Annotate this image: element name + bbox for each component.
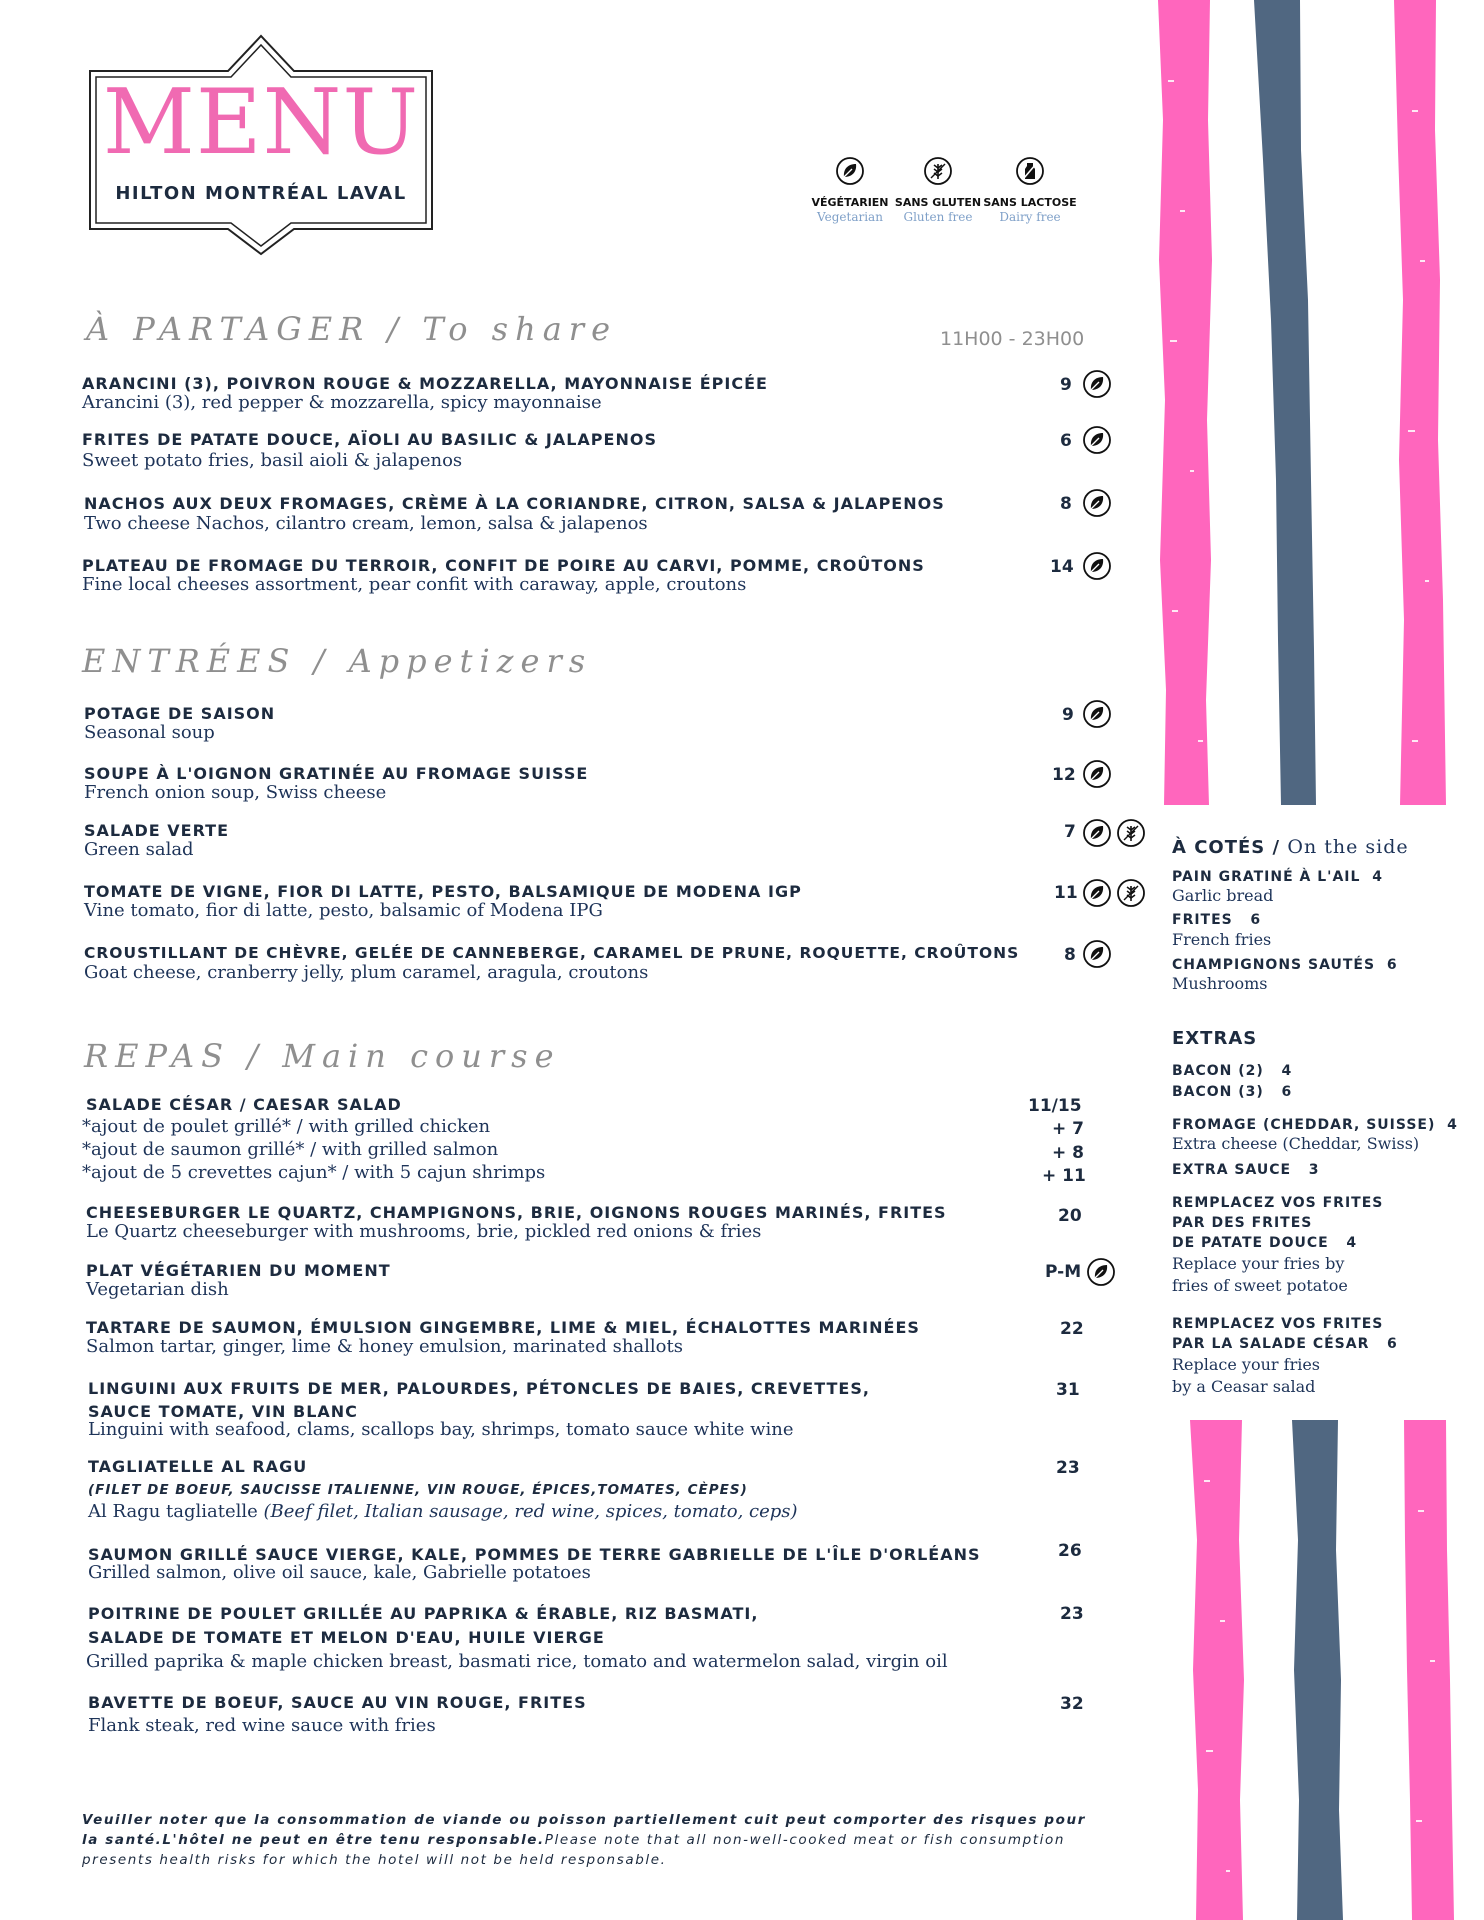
legend-label-en: Gluten free (903, 210, 973, 224)
menu-item-name: BAVETTE DE BOEUF, SAUCE AU VIN ROUGE, FRITES (88, 1693, 587, 1712)
section-title-share: À PARTAGER / To share (86, 310, 617, 348)
menu-item-description: Flank steak, red wine sauce with fries (88, 1715, 436, 1736)
menu-item-name: POTAGE DE SAISON (84, 704, 276, 723)
menu-item-price: 22 (1060, 1319, 1084, 1339)
menu-item-name: SAUMON GRILLÉ SAUCE VIERGE, KALE, POMMES DE TERRE GABRIELLE DE L'ÎLE D'ORLÉANS (88, 1545, 981, 1564)
decorative-stripes-bottom (1150, 1420, 1484, 1920)
extra-item-label: BACON (2) (1172, 1063, 1264, 1079)
menu-item-name: PLAT VÉGÉTARIEN DU MOMENT (86, 1261, 391, 1280)
extra-item-price: 6 (1281, 1084, 1293, 1100)
menu-item-description-details: (Beef filet, Italian sausage, red wine, spices, tomato, ceps) (263, 1501, 798, 1522)
menu-item-details: (FILET DE BOEUF, SAUCISSE ITALIENNE, VIN ROUGE, ÉPICES,TOMATES, CÈPES) (88, 1482, 748, 1498)
side-item-price: 4 (1372, 869, 1383, 885)
vegetarian-icon (1082, 878, 1112, 908)
menu-item-description: Goat cheese, cranberry jelly, plum caramel, aragula, croutons (84, 962, 649, 983)
menu-item-description: Arancini (3), red pepper & mozzarella, spicy mayonnaise (82, 392, 602, 413)
legend-label-fr: SANS LACTOSE (983, 196, 1077, 209)
side-item-label: FRITES (1172, 912, 1233, 928)
sides-title (1172, 836, 1409, 858)
side-item-label: CHAMPIGNONS SAUTÉS (1172, 957, 1376, 973)
section-title-mains: REPAS / Main course (84, 1037, 561, 1075)
menu-item-description: Sweet potato fries, basil aioli & jalapenos (82, 450, 463, 471)
menu-item-price: 9 (1062, 705, 1074, 725)
extra-item-price: 4 (1281, 1063, 1293, 1079)
extra-item-description: Replace your fries by (1172, 1254, 1345, 1273)
legend-label-en: Vegetarian (817, 210, 883, 224)
side-item-description: French fries (1172, 930, 1272, 949)
side-item-label: PAIN GRATINÉ À L'AIL (1172, 869, 1361, 885)
gluten-free-icon (923, 156, 953, 186)
extra-item-description: fries of sweet potatoe (1172, 1276, 1348, 1295)
menu-item-description: Vegetarian dish (86, 1279, 229, 1300)
extra-item-label: EXTRA SAUCE (1172, 1162, 1292, 1178)
disclaimer-en: Please note that all non-well-cooked meat or fish consumption presents health risks for which the hotel will not be held responsable. (82, 1832, 1066, 1868)
logo-title: MENU (102, 70, 420, 175)
side-item-price: 6 (1386, 957, 1398, 973)
menu-item-price: 7 (1064, 822, 1076, 842)
side-item-name (1172, 957, 1398, 973)
menu-item-description: Green salad (84, 839, 194, 860)
menu-item-price: 8 (1060, 494, 1072, 514)
menu-item-price: 11 (1054, 883, 1078, 903)
extra-item-description: Extra cheese (Cheddar, Swiss) (1172, 1134, 1420, 1153)
extra-item-price: 4 (1346, 1235, 1358, 1251)
decorative-stripes-top (1150, 0, 1484, 805)
menu-item-description: Le Quartz cheeseburger with mushrooms, brie, pickled red onions & fries (86, 1221, 762, 1242)
menu-item-price: 23 (1056, 1458, 1080, 1478)
health-disclaimer (82, 1810, 1092, 1870)
legend-label-fr: VÉGÉTARIEN (811, 196, 889, 209)
menu-item-price: P-M (1045, 1262, 1082, 1282)
menu-item-description-main: Al Ragu tagliatelle (88, 1501, 258, 1522)
extra-item-line: REMPLACEZ VOS FRITES (1172, 1195, 1384, 1211)
dairy-free-icon (1015, 156, 1045, 186)
menu-item-price: 12 (1052, 765, 1076, 785)
menu-item-description (88, 1501, 798, 1522)
sides-title-fr: À COTÉS / (1172, 837, 1281, 858)
extra-item-price: 3 (1308, 1162, 1320, 1178)
menu-item-name: PLATEAU DE FROMAGE DU TERROIR, CONFIT DE POIRE AU CARVI, POMME, CROÛTONS (82, 556, 925, 575)
menu-item-price: 32 (1060, 1694, 1084, 1714)
vegetarian-icon (1082, 488, 1112, 518)
menu-item-price: 14 (1050, 557, 1074, 577)
menu-item-name: ARANCINI (3), POIVRON ROUGE & MOZZARELLA, MAYONNAISE ÉPICÉE (82, 374, 768, 393)
addon-option: *ajout de saumon grillé* / with grilled salmon (82, 1139, 499, 1160)
vegetarian-icon (1086, 1257, 1116, 1287)
side-item-name (1172, 869, 1383, 885)
menu-item-price: 11/15 (1028, 1096, 1082, 1116)
service-hours: 11H00 - 23H00 (940, 328, 1085, 350)
extra-item (1172, 1336, 1398, 1352)
disclaimer-fr: Veuiller noter que la consommation de viande ou poisson partiellement cuit peut comporter des risques pour la santé.L'hôtel ne peut en être tenu responsable. (82, 1812, 1086, 1848)
addon-option: *ajout de 5 crevettes cajun* / with 5 cajun shrimps (82, 1162, 546, 1183)
menu-item-name: POITRINE DE POULET GRILLÉE AU PAPRIKA & ÉRABLE, RIZ BASMATI, (88, 1604, 759, 1623)
legend-vegetarian (800, 156, 900, 224)
gluten-free-icon (1116, 818, 1146, 848)
vegetarian-icon (1082, 425, 1112, 455)
menu-item-name: NACHOS AUX DEUX FROMAGES, CRÈME À LA CORIANDRE, CITRON, SALSA & JALAPENOS (84, 494, 945, 513)
vegetarian-icon (835, 156, 865, 186)
extra-item (1172, 1235, 1357, 1251)
sides-title-en: On the side (1287, 836, 1409, 858)
side-item-description: Mushrooms (1172, 974, 1268, 993)
menu-item-price: 23 (1060, 1604, 1084, 1624)
side-item-description: Garlic bread (1172, 886, 1274, 905)
extra-item-description: Replace your fries (1172, 1355, 1321, 1374)
vegetarian-icon (1082, 939, 1112, 969)
menu-item-description: Grilled paprika & maple chicken breast, basmati rice, tomato and watermelon salad, virgin oil (86, 1651, 948, 1672)
addon-price: + 11 (1042, 1166, 1086, 1186)
extra-item-price: 6 (1387, 1336, 1398, 1352)
addon-price: + 8 (1052, 1143, 1084, 1163)
legend-gluten-free (888, 156, 988, 224)
extra-item-label: DE PATATE DOUCE (1172, 1235, 1329, 1251)
menu-item-name: CHEESEBURGER LE QUARTZ, CHAMPIGNONS, BRIE, OIGNONS ROUGES MARINÉS, FRITES (86, 1203, 947, 1222)
menu-item-description: Grilled salmon, olive oil sauce, kale, Gabrielle potatoes (88, 1562, 591, 1583)
gluten-free-icon (1116, 878, 1146, 908)
addon-option: *ajout de poulet grillé* / with grilled chicken (82, 1116, 491, 1137)
legend-label-en: Dairy free (999, 210, 1061, 224)
side-item-price: 6 (1250, 912, 1262, 928)
addon-price: + 7 (1052, 1119, 1084, 1139)
menu-item-name-continued: SAUCE TOMATE, VIN BLANC (88, 1402, 358, 1421)
menu-item-description: French onion soup, Swiss cheese (84, 782, 387, 803)
vegetarian-icon (1082, 551, 1112, 581)
menu-item-description: Fine local cheeses assortment, pear confit with caraway, apple, croutons (82, 574, 747, 595)
menu-item-name: FRITES DE PATATE DOUCE, AÏOLI AU BASILIC & JALAPENOS (82, 430, 657, 449)
menu-item-price: 26 (1058, 1541, 1082, 1561)
extra-item (1172, 1162, 1319, 1178)
menu-item-price: 31 (1056, 1380, 1080, 1400)
extra-item-line: REMPLACEZ VOS FRITES (1172, 1316, 1384, 1332)
vegetarian-icon (1082, 759, 1112, 789)
legend-dairy-free (980, 156, 1080, 224)
menu-item-price: 20 (1058, 1206, 1082, 1226)
menu-item-name: SOUPE À L'OIGNON GRATINÉE AU FROMAGE SUISSE (84, 764, 589, 783)
section-title-appetizers: ENTRÉES / Appetizers (82, 642, 593, 680)
extra-item-description: by a Ceasar salad (1172, 1377, 1316, 1396)
vegetarian-icon (1082, 369, 1112, 399)
menu-item-description: Linguini with seafood, clams, scallops bay, shrimps, tomato sauce white wine (88, 1419, 794, 1440)
side-item-name (1172, 912, 1261, 928)
menu-item-name-continued: SALADE DE TOMATE ET MELON D'EAU, HUILE VIERGE (88, 1628, 605, 1647)
vegetarian-icon (1082, 818, 1112, 848)
menu-item-name: TOMATE DE VIGNE, FIOR DI LATTE, PESTO, BALSAMIQUE DE MODENA IGP (84, 882, 802, 901)
extra-item-price: 4 (1447, 1117, 1458, 1133)
extras-title: EXTRAS (1172, 1028, 1258, 1049)
menu-item-name: SALADE VERTE (84, 821, 230, 840)
menu-item-price: 8 (1064, 945, 1076, 965)
extra-item-line: PAR DES FRITES (1172, 1215, 1313, 1231)
vegetarian-icon (1082, 699, 1112, 729)
menu-item-name: TARTARE DE SAUMON, ÉMULSION GINGEMBRE, LIME & MIEL, ÉCHALOTTES MARINÉES (86, 1318, 920, 1337)
extra-item (1172, 1063, 1292, 1079)
menu-item-description: Salmon tartar, ginger, lime & honey emulsion, marinated shallots (86, 1336, 683, 1357)
menu-item-name: SALADE CÉSAR / CAESAR SALAD (86, 1095, 402, 1114)
legend-label-fr: SANS GLUTEN (894, 196, 982, 209)
menu-item-description: Two cheese Nachos, cilantro cream, lemon, salsa & jalapenos (84, 513, 648, 534)
menu-item-description: Vine tomato, fior di latte, pesto, balsamic of Modena IPG (84, 900, 603, 921)
extra-item-label: BACON (3) (1172, 1084, 1264, 1100)
menu-item-description: Seasonal soup (84, 722, 215, 743)
extra-item-label: FROMAGE (CHEDDAR, SUISSE) (1172, 1117, 1436, 1133)
extra-item (1172, 1084, 1292, 1100)
menu-item-name: CROUSTILLANT DE CHÈVRE, GELÉE DE CANNEBERGE, CARAMEL DE PRUNE, ROQUETTE, CROÛTONS (84, 944, 1020, 962)
extra-item-label: PAR LA SALADE CÉSAR (1172, 1336, 1370, 1352)
logo-subtitle: HILTON MONTRÉAL LAVAL (115, 183, 407, 204)
menu-item-name: LINGUINI AUX FRUITS DE MER, PALOURDES, PÉTONCLES DE BAIES, CREVETTES, (88, 1379, 870, 1398)
menu-item-price: 6 (1060, 431, 1072, 451)
extra-item (1172, 1117, 1458, 1133)
menu-item-name: TAGLIATELLE AL RAGU (88, 1457, 308, 1476)
menu-item-price: 9 (1060, 375, 1072, 395)
